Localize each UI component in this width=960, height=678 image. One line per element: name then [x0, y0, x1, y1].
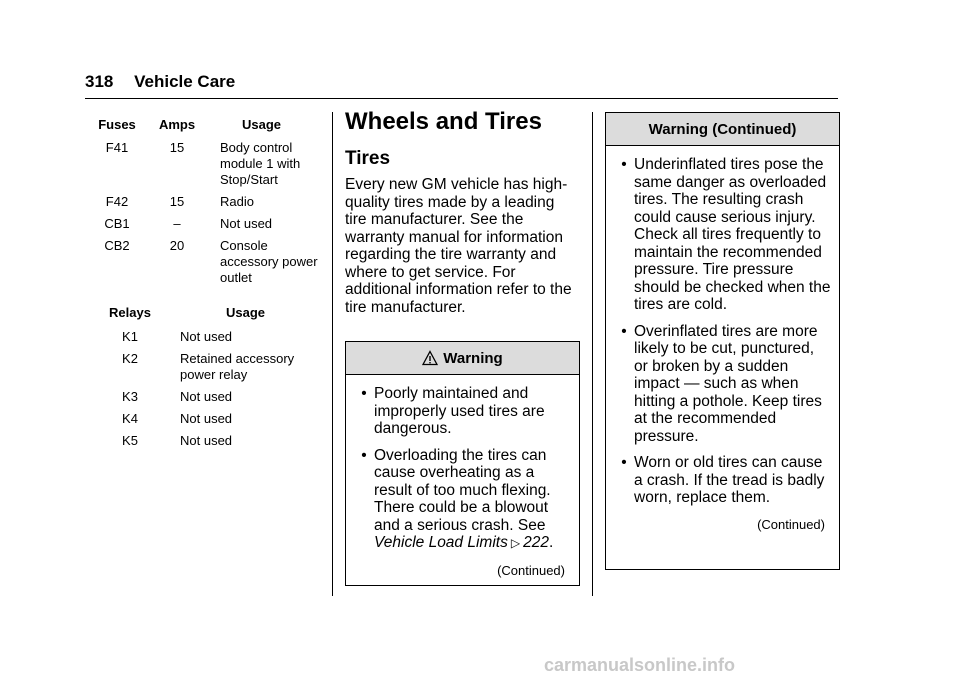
bullet-icon: • — [621, 322, 627, 340]
table-row — [100, 329, 366, 345]
subsection-heading: Tires — [345, 148, 391, 169]
usage-cell: Console accessory power outlet — [220, 238, 318, 285]
warning-header: Warning (Continued) — [606, 113, 839, 146]
bullet-icon: • — [361, 385, 367, 402]
table-row — [92, 238, 320, 286]
fuse-cell: F41 — [105, 140, 129, 155]
bullet-text-body: Overloading the tires can cause overheating as a result of too much flexing. There could be a blowout and a serious crash. See — [374, 446, 551, 534]
fuse-table-header — [92, 117, 320, 133]
table-row — [92, 194, 320, 210]
fuse-cell: F42 — [105, 194, 129, 209]
table-row — [100, 351, 366, 383]
usage-cell: Radio — [220, 194, 254, 209]
col-relays: Relays — [109, 305, 151, 320]
list-item — [354, 447, 571, 553]
usage-cell: Not used — [180, 411, 233, 426]
amps-cell: 15 — [169, 194, 185, 209]
bullet-text: Overinflated tires are more likely to be cut, punctured, or broken by a sudden impact — such as when hitting a pothole. Keep tires at the recommended pressure. — [634, 322, 822, 445]
relay-table — [100, 305, 366, 455]
usage-cell: Not used — [180, 329, 233, 344]
col-fuses: Fuses — [98, 117, 136, 132]
usage-cell: Not used — [220, 216, 273, 231]
table-row — [100, 433, 366, 449]
relay-cell: K4 — [122, 411, 138, 426]
continued-label: (Continued) — [757, 516, 825, 532]
warning-title: Warning — [443, 349, 503, 367]
warning-body — [346, 375, 579, 583]
warning-header — [346, 342, 579, 375]
bullet-text: Worn or old tires can cause a crash. If the tread is badly worn, replace them. — [634, 454, 825, 506]
header-rule — [85, 98, 838, 99]
bullet-icon: • — [361, 446, 367, 464]
section-title: Vehicle Care — [134, 72, 236, 91]
fuse-cell: CB2 — [104, 238, 130, 253]
amps-cell: 20 — [169, 238, 185, 253]
table-row — [92, 140, 320, 188]
usage-cell: Not used — [180, 389, 233, 404]
warning-triangle-icon — [422, 350, 438, 366]
page-header — [85, 72, 235, 92]
page-number: 318 — [85, 72, 114, 91]
warning-body — [606, 146, 839, 537]
usage-cell: Not used — [180, 433, 233, 448]
crossref-link[interactable]: Vehicle Load Limits — [374, 534, 508, 551]
relay-cell: K2 — [122, 351, 138, 366]
col-usage: Usage — [242, 117, 282, 132]
list-item — [614, 156, 831, 314]
intro-paragraph: Every new GM vehicle has high-quality tires made by a leading tire manufacturer. See the warranty manual for information regarding the tire warranty and where to get service. For additional information refer to the tire manufacturer. — [345, 176, 572, 316]
bullet-icon: • — [621, 454, 627, 471]
arrow-ref-icon: ▷ — [510, 536, 521, 550]
list-item — [614, 323, 831, 446]
fuse-table — [92, 117, 320, 292]
relay-cell: K1 — [122, 329, 138, 344]
bullet-text: Underinflated tires pose the same danger as overloaded tires. The resulting crash could cause serious injury. Check all tires frequently to maintain the recommended pressure. Tire pressure should be checked when the tires are cold. — [634, 156, 831, 313]
crossref-page[interactable]: 222 — [523, 534, 549, 551]
section-heading: Wheels and Tires — [345, 108, 542, 135]
column-divider — [592, 112, 593, 596]
watermark: carmanualsonline.info — [544, 655, 736, 675]
warning-continued-box — [605, 112, 840, 570]
amps-cell: – — [173, 216, 181, 231]
amps-cell: 15 — [169, 140, 185, 155]
bullet-text: Poorly maintained and improperly used tires are dangerous. — [374, 385, 545, 437]
col-usage: Usage — [226, 305, 266, 320]
list-item — [354, 385, 571, 438]
column-divider — [332, 112, 333, 596]
continued-label: (Continued) — [497, 562, 565, 578]
usage-cell: Retained accessory power relay — [180, 351, 295, 382]
relay-table-header — [100, 305, 366, 321]
relay-cell: K5 — [122, 433, 138, 448]
list-item — [614, 454, 831, 507]
relay-cell: K3 — [122, 389, 138, 404]
table-row — [92, 216, 320, 232]
table-row — [100, 411, 366, 427]
usage-cell: Body control module 1 with Stop/Start — [220, 140, 301, 187]
table-row — [100, 389, 366, 405]
bullet-text: Overloading the tires can cause overheating as a result of too much flexing. There could be a blowout and a serious crash. See Vehicle Load Limits ▷ 222. — [374, 446, 554, 551]
warning-box — [345, 341, 580, 586]
fuse-cell: CB1 — [104, 216, 130, 231]
col-amps: Amps — [158, 117, 196, 132]
bullet-icon: • — [621, 156, 627, 173]
